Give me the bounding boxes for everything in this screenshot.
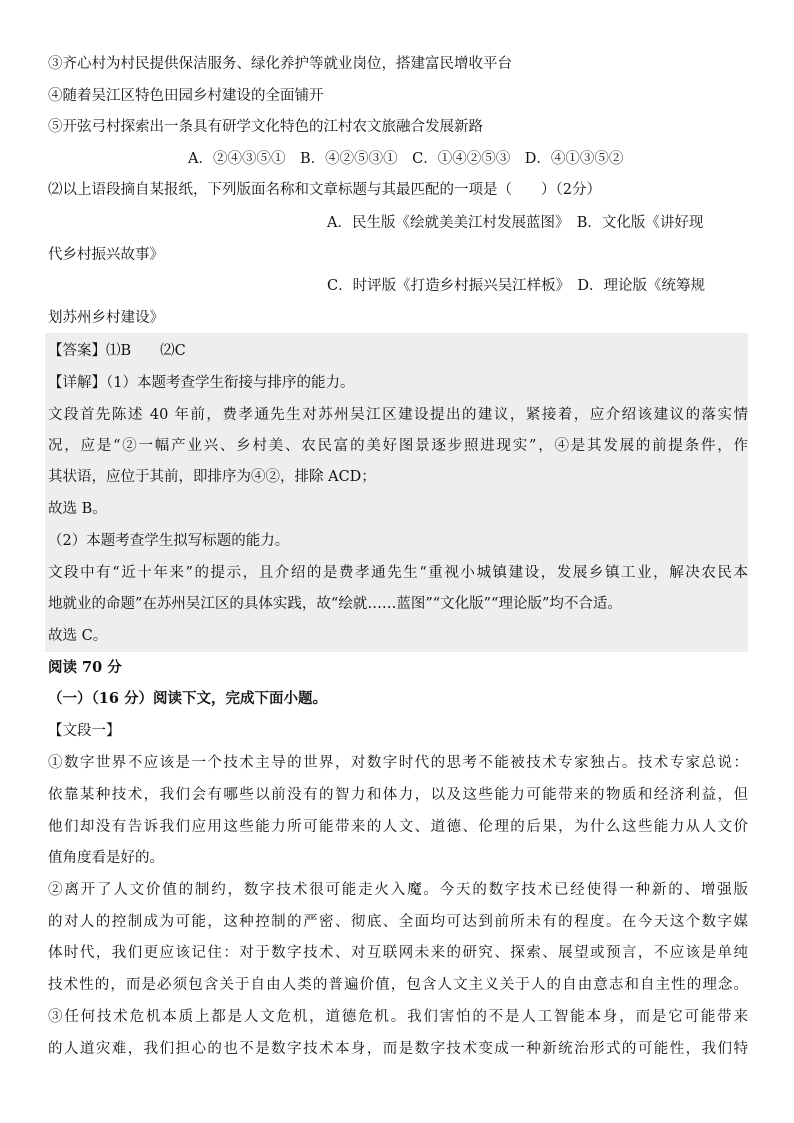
para1-line3: 他们却没有告诉我们应用这些能力所可能带来的人文、道德、伦理的后果，为什么这些能力从人文价: [48, 819, 748, 835]
detail-p2-line2: 地就业的命题”在苏州吴江区的具体实践，故“绘就……蓝图”“文化版”“理论版”均不合适。: [48, 596, 622, 612]
para3-line1: ③任何技术危机本质上都是人文危机，道德危机。我们害怕的不是人工智能本身，而是它可能带来: [48, 1009, 748, 1025]
reading-sub-title: （一）（16 分）阅读下文，完成下面小题。: [48, 690, 327, 707]
para2-line4: 技术性的，而是必须包含关于自由人类的普遍价值，包含人文主义关于人的自由意志和自主性的理念。: [48, 977, 748, 993]
detail-title: 【详解】（1）本题考查学生衔接与排序的能力。: [48, 375, 355, 391]
detail-p1-line1: 文段首先陈述 40 年前，费孝通先生对苏州吴江区建设提出的建议，紧接着，应介绍该建议的落实情: [48, 407, 748, 423]
para3-line2: 的人道灾难，我们担心的也不是数字技术本身，而是数字技术变成一种新统治形式的可能性，我们特: [48, 1041, 748, 1057]
detail-p1-line3: 其状语，应位于其前，即排序为④②，排除 ACD；: [48, 469, 376, 485]
para1-line2: 依靠某种技术，我们会有哪些以前没有的智力和体力，以及这些能力可能带来的物质和经济利益，但: [48, 787, 748, 803]
choice-cd-line1: C．时评版《打造乡村振兴吴江样板》 D．理论版《统筹规: [327, 278, 705, 294]
excerpt-label: 【文段一】: [48, 723, 121, 739]
detail-p2-line1: 文段中有“近十年来”的提示，且介绍的是费孝通先生“重视小城镇建设，发展乡镇工业，解决农民本: [48, 565, 748, 581]
para2-line2: 的对人的控制成为可能，这种控制的严密、彻底、全面均可达到前所未有的程度。在今天这个数字媒: [48, 914, 748, 930]
option-item-3: ③齐心村为村民提供保洁服务、绿化养护等就业岗位，搭建富民增收平台: [48, 56, 512, 72]
para1-line4: 值角度看是好的。: [48, 850, 164, 866]
detail-p2-conclusion: 故选 C。: [48, 628, 108, 644]
choice-ab-line2: 代乡村振兴故事》: [48, 247, 164, 263]
detail-p1-line2: 况，应是“②一幅产业兴、乡村美、农民富的美好图景逐步照进现实”，④是其发展的前提条件，作: [48, 438, 748, 454]
para1-line1: ①数字世界不应该是一个技术主导的世界，对数字时代的思考不能被技术专家独占。技术专家总说：: [48, 755, 748, 771]
para2-line3: 体时代，我们更应该记住：对于数字技术、对互联网未来的研究、探索、展望或预言，不应该是单纯: [48, 945, 748, 961]
choice-cd-line2: 划苏州乡村建设》: [48, 310, 164, 326]
reading-section-title: 阅读 70 分: [48, 659, 122, 676]
answer-line: 【答案】⑴B ⑵C: [48, 343, 186, 359]
question-2-stem: ⑵以上语段摘自某报纸，下列版面名称和文章标题与其最匹配的一项是（ ）（2分）: [48, 182, 601, 198]
choice-ab-line1: A．民生版《绘就美美江村发展蓝图》 B．文化版《讲好现: [327, 215, 704, 231]
detail-p1-conclusion: 故选 B。: [48, 501, 107, 517]
option-item-5: ⑤开弦弓村探索出一条具有研学文化特色的江村农文旅融合发展新路: [48, 119, 483, 135]
option-item-4: ④随着吴江区特色田园乡村建设的全面铺开: [48, 88, 324, 104]
para2-line1: ②离开了人文价值的制约，数字技术很可能走火入魔。今天的数字技术已经使得一种新的、增强版: [48, 882, 748, 898]
detail-p2-title: （2）本题考查学生拟写标题的能力。: [48, 533, 290, 549]
ordering-choices: A．②④③⑤① B．④②⑤③① C．①④②⑤③ D．④①③⑤②: [188, 151, 624, 167]
